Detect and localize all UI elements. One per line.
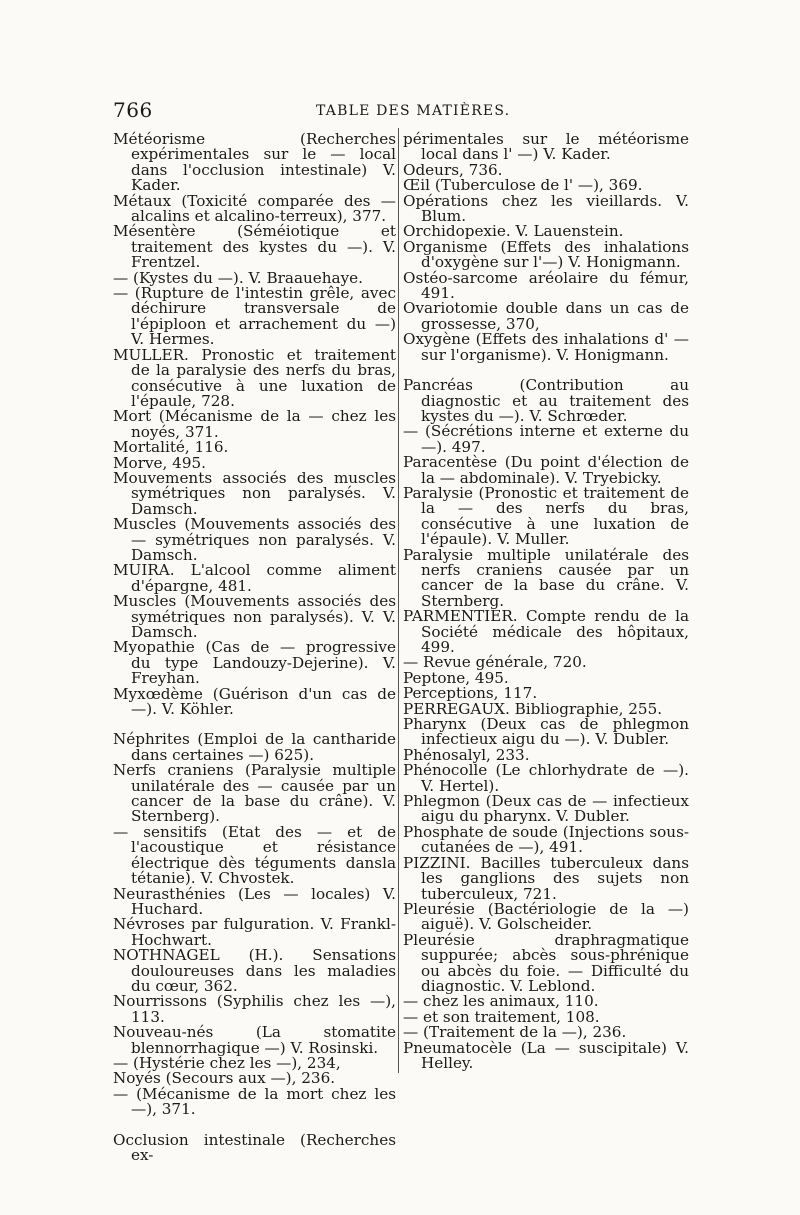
index-entry: Pneumatocèle (La — suscipitale) V. Helley. xyxy=(403,1038,689,1072)
page-number: 766 xyxy=(113,98,153,122)
index-entry: Perceptions, 117. xyxy=(403,684,538,703)
index-entry: Oxygène (Effets des inhalations d' — sur l'organisme). V. Honigmann. xyxy=(403,330,689,364)
index-entry: Muscles (Mouvements associés des symétriques non paralysés). V. V. Damsch. xyxy=(113,592,396,641)
index-entry: — et son traitement, 108. xyxy=(403,1007,600,1026)
index-entry: Peptone, 495. xyxy=(403,668,509,687)
running-head: TABLE DES MATIÈRES. xyxy=(316,103,511,119)
index-entry: Paracentèse (Du point d'élection de la — abdominale). V. Tryebicky. xyxy=(403,453,689,487)
index-entry: — sensitifs (Etat des — et de l'acoustique et résistance électrique dès téguments dansla tétanie). V. Chvostek. xyxy=(113,822,396,888)
index-entry: Phénocolle (Le chlorhydrate de —). V. Hertel). xyxy=(403,761,689,795)
index-entry: Nouveau-nés (La stomatite blennorrhagique —) V. Rosinski. xyxy=(113,1023,396,1057)
index-entry: Œil (Tuberculose de l' —), 369. xyxy=(403,176,643,195)
index-entry: Pharynx (Deux cas de phlegmon infectieux aigu du —). V. Dubler. xyxy=(403,715,689,749)
index-entry: Occlusion intestinale (Recherches ex- xyxy=(113,1130,396,1164)
index-entry: Phénosalyl, 233. xyxy=(403,745,530,764)
index-entry: PIZZINI. Bacilles tuberculeux dans les ganglions des sujets non tuberculeux, 721. xyxy=(403,853,689,903)
index-entry: MULLER. Pronostic et traitement de la paralysie des nerfs du bras, consécutive à une luxation de l'épaule, 728. xyxy=(113,345,396,410)
index-entry: Ostéo-sarcome aréolaire du fémur, 491. xyxy=(403,268,689,303)
left-column xyxy=(113,132,396,1163)
index-entry: Paralysie multiple unilatérale des nerfs craniens causée par un cancer de la base du crâne. V. Sternberg. xyxy=(403,545,689,610)
index-entry: — Revue générale, 720. xyxy=(403,653,587,672)
index-entry: — (Hystérie chez les —), 234, xyxy=(113,1053,341,1072)
index-entry: Muscles (Mouvements associés des — symétriques non paralysés. V. Damsch. xyxy=(113,515,396,564)
index-entry: NOTHNAGEL (H.). Sensations douloureuses dans les maladies du cœur, 362. xyxy=(113,946,396,995)
index-entry: PARMENTIER. Compte rendu de la Société médicale des hôpitaux, 499. xyxy=(403,607,689,656)
index-entry: Orchidopexie. V. Lauenstein. xyxy=(403,222,624,241)
index-entry: Pleurésie (Bactériologie de la —) aiguë). V. Golscheider. xyxy=(403,899,689,934)
index-entry: Phlegmon (Deux cas de — infectieux aigu du pharynx. V. Dubler. xyxy=(403,792,689,826)
index-entry: Nourrissons (Syphilis chez les —), 113. xyxy=(113,992,396,1026)
index-entry: Neurasthénies (Les — locales) V. Huchard. xyxy=(113,884,396,918)
index-entry: Mésentère (Séméiotique et traitement des kystes du —). V. Frentzel. xyxy=(113,222,396,272)
index-entry: PERREGAUX. Bibliographie, 255. xyxy=(403,699,663,718)
index-entry: Organisme (Effets des inhalations d'oxygène sur l'—) V. Honigmann. xyxy=(403,237,689,272)
index-entry: Odeurs, 736. xyxy=(403,160,503,179)
index-entry: Névroses par fulguration. V. Frankl-Hochwart. xyxy=(113,915,396,949)
index-entry: Opérations chez les vieillards. V. Blum. xyxy=(403,191,689,226)
index-entry: MUIRA. L'alcool comme aliment d'épargne, 481. xyxy=(113,561,396,595)
index-entry: Métaux (Toxicité comparée des — alcalins et alcalino-terreux), 377. xyxy=(113,191,396,226)
index-entry: Nerfs craniens (Paralysie multiple unilatérale des — causée par un cancer de la base du crâne). V. Sternberg). xyxy=(113,761,396,826)
index-entry: Pancréas (Contribution au diagnostic et au traitement des kystes du —). V. Schrœder. xyxy=(403,376,689,425)
index-entry: Paralysie (Pronostic et traitement de la — des nerfs du bras, consécutive à une luxation de l'épaule). V. Muller. xyxy=(403,483,689,549)
index-entry: — (Kystes du —). V. Braauehaye. xyxy=(113,268,363,287)
index-entry: Phosphate de soude (Injections sous-cutanées de —), 491. xyxy=(403,822,689,857)
index-entry: Pleurésie draphragmatique suppurée; abcès sous-phrénique ou abcès du foie. — Difficulté du diagnostic. V. Leblond. xyxy=(403,930,689,995)
right-column xyxy=(403,132,689,1071)
index-entry: — (Sécrétions interne et externe du —). 497. xyxy=(403,422,689,456)
index-entry: — chez les animaux, 110. xyxy=(403,992,599,1011)
index-entry: Néphrites (Emploi de la cantharide dans certaines —) 625). xyxy=(113,730,396,764)
index-entry: — (Traitement de la —), 236. xyxy=(403,1023,627,1042)
index-entry: Mortalité, 116. xyxy=(113,438,229,457)
index-entry: Noyés (Secours aux —), 236. xyxy=(113,1069,336,1088)
index-entry: — (Rupture de l'intestin grêle, avec déchirure transversale de l'épiploon et arrachement du —) V. Hermes. xyxy=(113,284,396,349)
index-entry: Mort (Mécanisme de la — chez les noyés, 371. xyxy=(113,407,396,441)
index-entry: — (Mécanisme de la mort chez les —), 371. xyxy=(113,1084,396,1119)
index-entry: Mouvements associés des muscles symétriques non paralysés. V. Damsch. xyxy=(113,468,396,518)
index-entry: Morve, 495. xyxy=(113,453,206,472)
index-entry: Myopathie (Cas de — progressive du type Landouzy-Dejerine). V. Freyhan. xyxy=(113,638,396,688)
index-entry: Myxœdème (Guérison d'un cas de —). V. Köhler. xyxy=(113,684,396,719)
index-entry: périmentales sur le météorisme local dans l' —) V. Kader. xyxy=(403,130,689,164)
index-entry: Météorisme (Recherches expérimentales sur le — local dans l'occlusion intestinale) V. Kader. xyxy=(113,130,396,195)
column-divider xyxy=(398,128,399,1073)
index-entry: Ovariotomie double dans un cas de grossesse, 370, xyxy=(403,299,689,333)
